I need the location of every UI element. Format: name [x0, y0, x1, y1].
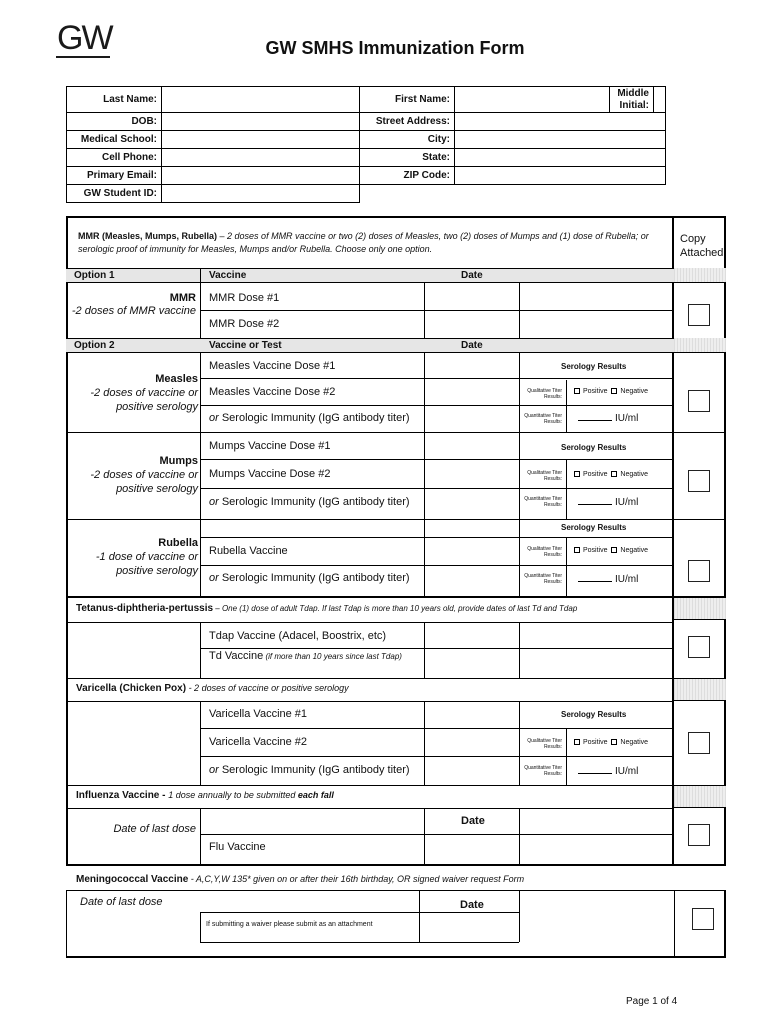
tdap-header: Tetanus-diphtheria-pertussis – One (1) dose of adult Tdap. If last Tdap is more than 10 years old, provide dates of last Td and Tdap	[76, 603, 578, 614]
mening-box	[66, 890, 726, 958]
mmr-option1-checkbox[interactable]	[688, 304, 710, 326]
flu-vaccine-label: Flu Vaccine	[209, 841, 266, 853]
varicella-serologic: or Serologic Immunity (IgG antibody titer)	[209, 764, 410, 776]
influenza-header: Influenza Vaccine - 1 dose annually to be submitted each fall	[76, 790, 334, 801]
varicella-qual-label: Qualitative Titer Results:	[527, 738, 562, 750]
mumps-dose1: Mumps Vaccine Dose #1	[209, 440, 331, 452]
mmr-dose2-label: MMR Dose #2	[209, 318, 280, 330]
rubella-positive-checkbox[interactable]	[574, 547, 580, 553]
option2-header	[66, 338, 674, 353]
gw-logo: GW	[57, 19, 112, 57]
copy-strip-4	[674, 679, 726, 701]
school-field[interactable]	[162, 131, 360, 149]
last-name-label: Last Name:	[67, 87, 162, 113]
copy-strip-5	[674, 786, 726, 808]
varicella-dose2: Varicella Vaccine #2	[209, 736, 308, 748]
measles-label: Measles	[155, 373, 198, 385]
tdap-checkbox[interactable]	[688, 636, 710, 658]
dob-label: DOB:	[67, 113, 162, 131]
mumps-sub: -2 doses of vaccine or positive serology	[90, 469, 198, 495]
copy-attached-label: Copy Attached	[680, 233, 724, 259]
flu-checkbox[interactable]	[688, 824, 710, 846]
mening-header: Meningococcal Vaccine - A,C,Y,W 135* given on or after their 16th birthday, OR signed waiver request Form	[76, 874, 525, 885]
mmr-label: MMR	[169, 292, 196, 304]
measles-sero-results: Serology Results	[561, 362, 627, 371]
varicella-sero-results: Serology Results	[561, 710, 627, 719]
mmr-header	[78, 230, 666, 256]
td-vaccine-label: Td Vaccine (if more than 10 years since last Tdap)	[209, 650, 402, 662]
measles-dose1: Measles Vaccine Dose #1	[209, 360, 336, 372]
measles-dose2: Measles Vaccine Dose #2	[209, 386, 336, 398]
page-number: Page 1 of 4	[626, 996, 678, 1007]
page-title: GW SMHS Immunization Form	[265, 38, 525, 58]
option1-label: Option 1	[74, 270, 115, 281]
rubella-checkbox[interactable]	[688, 560, 710, 582]
varicella-quant-label: Quantitative Titer Results:	[524, 765, 562, 777]
copy-strip	[674, 268, 726, 283]
copy-strip-2	[674, 338, 726, 353]
mumps-dose2: Mumps Vaccine Dose #2	[209, 468, 331, 480]
cell-field[interactable]	[162, 149, 360, 167]
varicella-qual-options: Positive Negative	[574, 739, 648, 746]
last-name-field[interactable]	[162, 87, 360, 113]
student-id-label: GW Student ID:	[67, 185, 162, 203]
street-field[interactable]	[455, 113, 666, 131]
first-name-field[interactable]	[455, 87, 610, 113]
varicella-header: Varicella (Chicken Pox) - 2 doses of vaccine or positive serology	[76, 683, 349, 694]
varicella-quant-field[interactable]: IU/ml	[578, 766, 638, 777]
mumps-label-block	[66, 454, 198, 496]
measles-serologic: or Serologic Immunity (IgG antibody titer)	[209, 412, 410, 424]
mumps-positive-checkbox[interactable]	[574, 471, 580, 477]
option2-label: Option 2	[74, 340, 115, 351]
measles-qual-label: Qualitative Titer Results:	[527, 388, 562, 400]
mumps-qual-options: Positive Negative	[574, 471, 648, 478]
measles-quant-field[interactable]: IU/ml	[578, 413, 638, 424]
tdap-vaccine-label: Tdap Vaccine (Adacel, Boostrix, etc)	[209, 630, 387, 642]
zip-field[interactable]	[455, 167, 666, 185]
mumps-qual-label: Qualitative Titer Results:	[527, 470, 562, 482]
cell-label: Cell Phone:	[67, 149, 162, 167]
measles-negative-checkbox[interactable]	[611, 388, 617, 394]
rubella-quant-label: Quantitative Titer Results:	[524, 573, 562, 585]
mmr-sub: -2 doses of MMR vaccine	[71, 305, 196, 317]
state-label: State:	[360, 149, 455, 167]
date-col-label-2: Date	[461, 340, 483, 351]
mmr-title: MMR (Measles, Mumps, Rubella)	[78, 231, 218, 241]
mumps-quant-field[interactable]: IU/ml	[578, 497, 638, 508]
rubella-serologic: or Serologic Immunity (IgG antibody titer)	[209, 572, 410, 584]
mmr-option-label	[66, 292, 196, 318]
rubella-label-block	[66, 536, 198, 578]
rubella-dose: Rubella Vaccine	[209, 545, 288, 557]
rubella-negative-checkbox[interactable]	[611, 547, 617, 553]
zip-label: ZIP Code:	[360, 167, 455, 185]
rubella-qual-label: Qualitative Titer Results:	[527, 546, 562, 558]
rubella-qual-options: Positive Negative	[574, 547, 648, 554]
dob-field[interactable]	[162, 113, 360, 131]
state-field[interactable]	[455, 149, 666, 167]
rubella-label: Rubella	[158, 537, 198, 549]
mumps-sero-results: Serology Results	[561, 443, 627, 452]
mumps-negative-checkbox[interactable]	[611, 471, 617, 477]
mumps-serologic: or Serologic Immunity (IgG antibody titer)	[209, 496, 410, 508]
varicella-dose1: Varicella Vaccine #1	[209, 708, 308, 720]
mening-checkbox[interactable]	[692, 908, 714, 930]
measles-sub: -2 doses of vaccine or positive serology	[90, 387, 198, 413]
middle-initial-label: Middle Initial:	[610, 87, 654, 113]
date-col-label: Date	[461, 270, 483, 281]
student-id-field[interactable]	[162, 185, 360, 203]
middle-initial-field[interactable]	[654, 87, 666, 113]
rubella-quant-field[interactable]: IU/ml	[578, 574, 638, 585]
varicella-positive-checkbox[interactable]	[574, 739, 580, 745]
measles-qual-options: Positive Negative	[574, 388, 648, 395]
mening-date-last-label: Date of last dose	[80, 896, 163, 908]
measles-label-block	[66, 372, 198, 414]
measles-positive-checkbox[interactable]	[574, 388, 580, 394]
mening-date-label: Date	[460, 899, 484, 911]
vaccine-col-label: Vaccine	[209, 270, 247, 281]
varicella-negative-checkbox[interactable]	[611, 739, 617, 745]
option1-header	[66, 268, 674, 283]
varicella-checkbox[interactable]	[688, 732, 710, 754]
city-label: City:	[360, 131, 455, 149]
flu-date-label: Date	[461, 815, 485, 827]
mumps-checkbox[interactable]	[688, 470, 710, 492]
measles-quant-label: Quantitative Titer Results:	[524, 413, 562, 425]
copy-strip-3	[674, 598, 726, 620]
mumps-label: Mumps	[159, 455, 198, 467]
rubella-sero-results: Serology Results	[561, 523, 627, 532]
mening-waiver-note: If submitting a waiver please submit as an attachment	[206, 921, 373, 928]
personal-info-table	[66, 86, 666, 203]
mumps-quant-label: Quantitative Titer Results:	[524, 496, 562, 508]
rubella-sub: -1 dose of vaccine or positive serology	[95, 551, 198, 577]
street-label: Street Address:	[360, 113, 455, 131]
email-field[interactable]	[162, 167, 360, 185]
school-label: Medical School:	[67, 131, 162, 149]
email-label: Primary Email:	[67, 167, 162, 185]
measles-checkbox[interactable]	[688, 390, 710, 412]
mmr-dose1-label: MMR Dose #1	[209, 292, 280, 304]
first-name-label: First Name:	[360, 87, 455, 113]
city-field[interactable]	[455, 131, 666, 149]
flu-date-last-label: Date of last dose	[113, 823, 196, 835]
vaccine-test-col-label: Vaccine or Test	[209, 340, 282, 351]
mmr-desc: – 2 doses of MMR vaccine or two (2) doses of Measles, two (2) doses of Mumps and (1) dose of Rubella; or serologic proof of immunity for Measles, Mumps and/or Rubella. Choose only one option.	[78, 231, 649, 254]
